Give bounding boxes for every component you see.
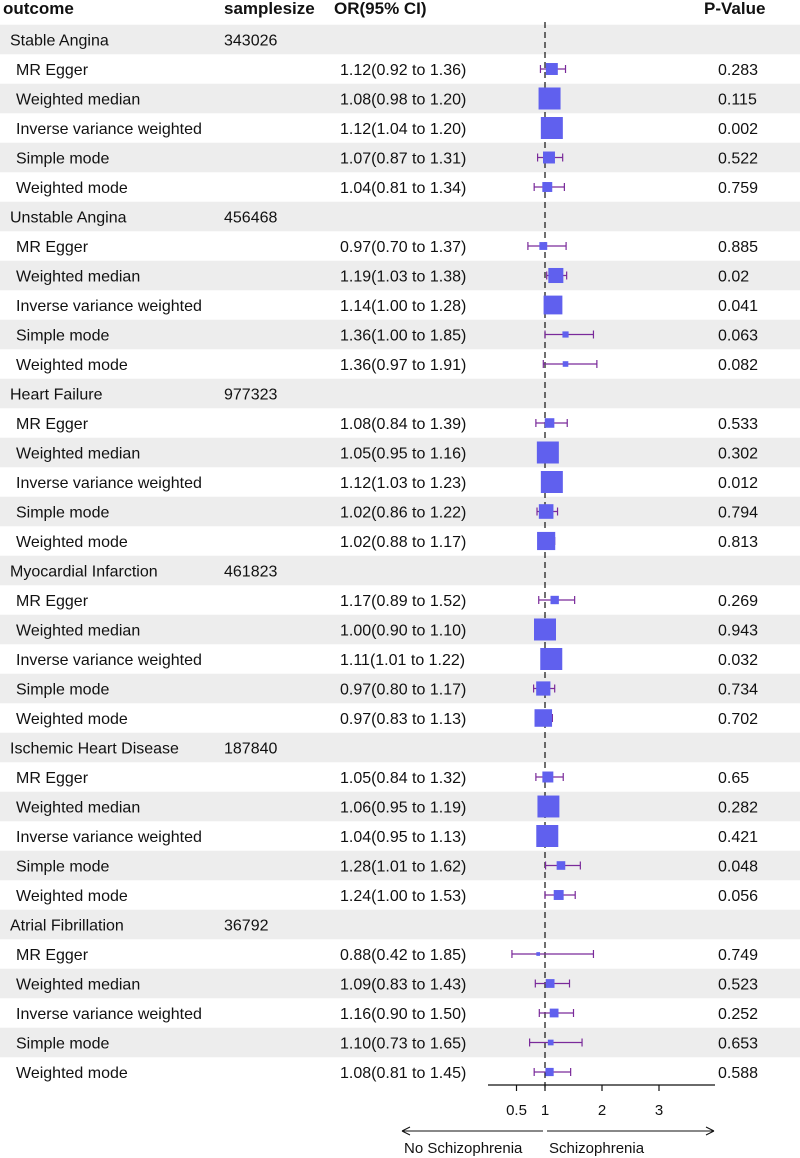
point-estimate (541, 471, 563, 493)
or-ci-value: 1.10(0.73 to 1.65) (340, 1035, 467, 1053)
method-label: Simple mode (16, 327, 110, 345)
point-estimate (536, 681, 550, 695)
p-value: 0.813 (718, 534, 759, 551)
point-estimate (539, 504, 554, 519)
method-label: Weighted mode (16, 180, 128, 197)
or-ci-value: 1.06(0.95 to 1.19) (340, 799, 467, 817)
method-label: Simple mode (16, 504, 110, 522)
or-ci-value: 1.09(0.83 to 1.43) (340, 976, 467, 994)
samplesize-value: 187840 (224, 740, 278, 758)
or-ci-value: 1.16(0.90 to 1.50) (340, 1006, 467, 1023)
method-label: MR Egger (16, 947, 89, 964)
method-label: Weighted mode (16, 711, 128, 728)
tick-label: 2 (597, 1102, 607, 1119)
samplesize-value: 461823 (224, 563, 278, 581)
point-estimate (546, 979, 555, 988)
method-label: Simple mode (16, 150, 110, 168)
or-ci-value: 1.07(0.87 to 1.31) (340, 150, 467, 168)
p-value: 0.032 (718, 652, 759, 669)
p-value: 0.943 (718, 622, 759, 640)
point-estimate (563, 361, 569, 367)
or-ci-value: 1.11(1.01 to 1.22) (340, 652, 466, 669)
tick-label: 0.5 (506, 1102, 527, 1119)
p-value: 0.048 (718, 858, 759, 876)
p-value: 0.002 (718, 121, 759, 138)
method-label: Weighted median (16, 622, 141, 640)
p-value: 0.302 (718, 445, 759, 463)
p-value: 0.65 (718, 770, 750, 787)
row-stripe (0, 25, 800, 55)
outcome-label: Myocardial Infarction (10, 563, 158, 581)
p-value: 0.252 (718, 1006, 759, 1023)
or-ci-value: 1.17(0.89 to 1.52) (340, 593, 467, 610)
method-label: Inverse variance weighted (16, 1006, 202, 1023)
or-ci-value: 1.14(1.00 to 1.28) (340, 298, 467, 315)
samplesize-value: 36792 (224, 917, 269, 935)
p-value: 0.523 (718, 976, 759, 994)
point-estimate (537, 532, 555, 550)
point-estimate (534, 619, 556, 641)
outcome-label: Unstable Angina (10, 209, 127, 227)
samplesize-value: 456468 (224, 209, 278, 227)
p-value: 0.082 (718, 357, 759, 374)
or-ci-value: 0.97(0.70 to 1.37) (340, 239, 467, 256)
point-estimate (540, 648, 562, 670)
point-estimate (537, 796, 559, 818)
method-label: Inverse variance weighted (16, 475, 202, 492)
point-estimate (539, 242, 547, 250)
p-value: 0.533 (718, 416, 759, 433)
or-ci-value: 1.28(1.01 to 1.62) (340, 858, 467, 876)
p-value: 0.653 (718, 1035, 759, 1053)
point-estimate (557, 861, 566, 870)
p-value: 0.522 (718, 150, 759, 168)
point-estimate (546, 63, 558, 75)
point-estimate (548, 1040, 554, 1046)
method-label: Weighted median (16, 976, 141, 994)
method-label: MR Egger (16, 770, 89, 787)
point-estimate (544, 296, 563, 315)
p-value: 0.749 (718, 947, 759, 964)
method-label: Inverse variance weighted (16, 298, 202, 315)
header-samplesize: samplesize (224, 0, 315, 18)
or-ci-value: 1.12(0.92 to 1.36) (340, 62, 467, 79)
method-label: Simple mode (16, 1035, 110, 1053)
or-ci-value: 1.02(0.86 to 1.22) (340, 504, 467, 522)
or-ci-value: 1.12(1.04 to 1.20) (340, 121, 467, 138)
method-label: Simple mode (16, 681, 110, 699)
or-ci-value: 0.88(0.42 to 1.85) (340, 947, 467, 964)
or-ci-value: 1.04(0.81 to 1.34) (340, 180, 467, 197)
point-estimate (542, 772, 553, 783)
point-estimate (545, 1068, 553, 1076)
method-label: Weighted mode (16, 357, 128, 374)
or-ci-value: 1.36(0.97 to 1.91) (340, 357, 467, 374)
direction-arrows (402, 1127, 714, 1157)
or-ci-value: 1.19(1.03 to 1.38) (340, 268, 467, 286)
point-estimate (543, 152, 555, 164)
method-label: MR Egger (16, 416, 89, 433)
table-header (3, 0, 765, 18)
point-estimate (541, 117, 563, 139)
or-ci-value: 0.97(0.83 to 1.13) (340, 711, 467, 728)
p-value: 0.734 (718, 681, 759, 699)
p-value: 0.056 (718, 888, 759, 905)
row-stripe (0, 379, 800, 409)
point-estimate (535, 709, 553, 727)
or-ci-value: 1.02(0.88 to 1.17) (340, 534, 467, 551)
p-value: 0.063 (718, 327, 759, 345)
method-label: Weighted mode (16, 534, 128, 551)
point-estimate (548, 268, 563, 283)
point-estimate (537, 442, 559, 464)
p-value: 0.421 (718, 829, 759, 846)
p-value: 0.269 (718, 593, 759, 610)
method-label: Weighted mode (16, 888, 128, 905)
point-estimate (554, 890, 564, 900)
method-label: MR Egger (16, 239, 89, 256)
p-value: 0.588 (718, 1065, 759, 1082)
point-estimate (539, 88, 561, 110)
p-value: 0.885 (718, 239, 759, 256)
outcome-label: Heart Failure (10, 386, 103, 404)
direction-left-label: No Schizophrenia (404, 1140, 523, 1157)
p-value: 0.759 (718, 180, 759, 197)
method-label: Inverse variance weighted (16, 829, 202, 846)
direction-right-label: Schizophrenia (549, 1140, 645, 1157)
p-value: 0.02 (718, 268, 750, 286)
method-label: Weighted median (16, 799, 141, 817)
outcome-label: Ischemic Heart Disease (10, 740, 179, 758)
point-estimate (542, 182, 552, 192)
method-label: Simple mode (16, 858, 110, 876)
method-label: Weighted median (16, 268, 141, 286)
or-ci-value: 1.05(0.84 to 1.32) (340, 770, 467, 787)
or-ci-value: 0.97(0.80 to 1.17) (340, 681, 467, 699)
tick-label: 1 (540, 1102, 550, 1119)
header-or-ci: OR(95% CI) (334, 0, 427, 18)
x-axis (488, 1085, 715, 1119)
tick-label: 3 (654, 1102, 664, 1119)
point-estimate (550, 1009, 559, 1018)
or-ci-value: 1.04(0.95 to 1.13) (340, 829, 467, 846)
or-ci-value: 1.00(0.90 to 1.10) (340, 622, 467, 640)
p-value: 0.794 (718, 504, 759, 522)
method-label: Weighted mode (16, 1065, 128, 1082)
samplesize-value: 977323 (224, 386, 278, 404)
method-label: Inverse variance weighted (16, 121, 202, 138)
point-estimate (545, 418, 555, 428)
method-label: MR Egger (16, 593, 89, 610)
outcome-label: Stable Angina (10, 32, 109, 50)
p-value: 0.282 (718, 799, 759, 817)
point-estimate (551, 596, 559, 604)
point-estimate (536, 952, 540, 956)
samplesize-value: 343026 (224, 32, 278, 50)
method-label: Weighted median (16, 91, 141, 109)
header-outcome: outcome (3, 0, 74, 18)
method-label: Inverse variance weighted (16, 652, 202, 669)
point-estimate (562, 331, 568, 337)
or-ci-value: 1.36(1.00 to 1.85) (340, 327, 467, 345)
p-value: 0.012 (718, 475, 759, 492)
outcome-label: Atrial Fibrillation (10, 917, 124, 935)
p-value: 0.702 (718, 711, 759, 728)
point-estimate (536, 825, 558, 847)
or-ci-value: 1.24(1.00 to 1.53) (340, 888, 467, 905)
p-value: 0.115 (718, 91, 757, 109)
header-p-value: P-Value (704, 0, 766, 18)
or-ci-value: 1.08(0.98 to 1.20) (340, 91, 467, 109)
method-label: MR Egger (16, 62, 89, 79)
method-label: Weighted median (16, 445, 141, 463)
or-ci-value: 1.08(0.81 to 1.45) (340, 1065, 467, 1082)
p-value: 0.041 (718, 298, 759, 315)
or-ci-value: 1.05(0.95 to 1.16) (340, 445, 467, 463)
p-value: 0.283 (718, 62, 759, 79)
or-ci-value: 1.08(0.84 to 1.39) (340, 416, 467, 433)
or-ci-value: 1.12(1.03 to 1.23) (340, 475, 467, 492)
